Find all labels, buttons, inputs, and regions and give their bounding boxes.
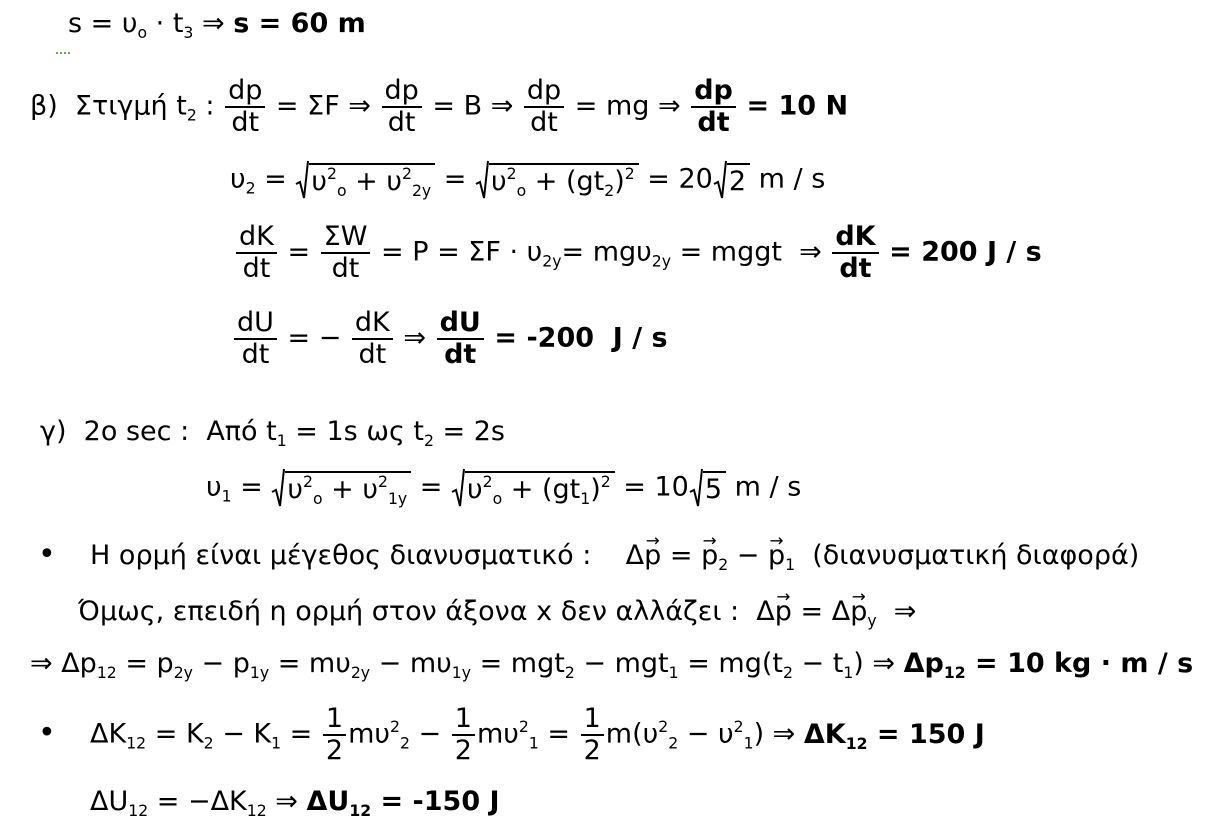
eq-omos: Όμως, επειδή η ορμή στον άξονα x δεν αλλάζει : $\Delta\to p = \Delta\to p_y$ ⇒ (78, 598, 916, 625)
eq-gamma: γ) 2ο sec : Από $t_1 = 1s$ ως $t_2 = 2s$ (40, 416, 505, 450)
eq-s: $s = \upsilon_o \cdot t_3$ ⇒ s = 60 m (68, 8, 366, 42)
green-dots-mark (56, 52, 70, 57)
eq-dU12: $\Delta U_{12} = -\Delta K_{12}$ ⇒ $\Delta U_{12} = -150$ J (90, 786, 500, 820)
eq-dU: $\frac{dU}{dt}$ = − $\frac{dK}{dt}$ ⇒ $\frac{dU}{dt}$ = -200 J / s (232, 308, 668, 370)
bullet-dot: • (38, 715, 56, 751)
eq-dK: $\frac{dK}{dt}$ = $\frac{\Sigma W}{dt}$ = $P = \Sigma F \cdot \upsilon_{2y}= mg\upsilon_{2y}$ = mggt ⇒ $\frac{dK}{dt}$ = 200 J / s (234, 222, 1042, 284)
eq-u1: $\upsilon_1 = \upsilon^2_o + \upsilon^2_{1y} = \upsilon^2_o + (gt_1)^2 = 10$ 5 m / s (206, 468, 801, 508)
eq-dK12: • $\Delta K_{12} = K_2 - K_1$ = $\frac{1}{2}$ $m\upsilon^2_2$ − $\frac{1}{2}$ $m\upsilon^2_1$ = $\frac{1}{2}$ $m(\upsilon^2_2 - \upsilon^2_1)$ ⇒ $\Delta K_{12} = 150$ J (38, 703, 985, 767)
eq-dp12: ⇒ $\Delta p_{12} = p_{2y} - p_{1y} = m\upsilon_{2y} - m\upsilon_{1y} = mgt_2 - mgt_1 = mg(t_2 - t_1)$ ⇒ $\Delta p_{12} = 10$ kg · m / s (30, 648, 1194, 682)
bullet-momentum: • Η ορμή είναι μέγεθος διανυσματικό : Δ→ p = → $p_2$ − → $p_1$ (διανυσματική διαφορά) (38, 540, 1139, 570)
eq-u2: $\upsilon_2 = \upsilon^2_o + \upsilon^2_{2y} = \upsilon^2_o + (gt_2)^2 = 20$ 2 m / s (230, 160, 825, 200)
bullet-dot: • (38, 537, 56, 572)
eq-beta: β) Στιγμή $t_2$ : $\frac{dp}{dt}$ = ΣF ⇒ $\frac{dp}{dt}$ = B ⇒ $\frac{dp}{dt}$ = mg ⇒ $\frac{dp}{dt}$ = 10 N (30, 75, 849, 139)
